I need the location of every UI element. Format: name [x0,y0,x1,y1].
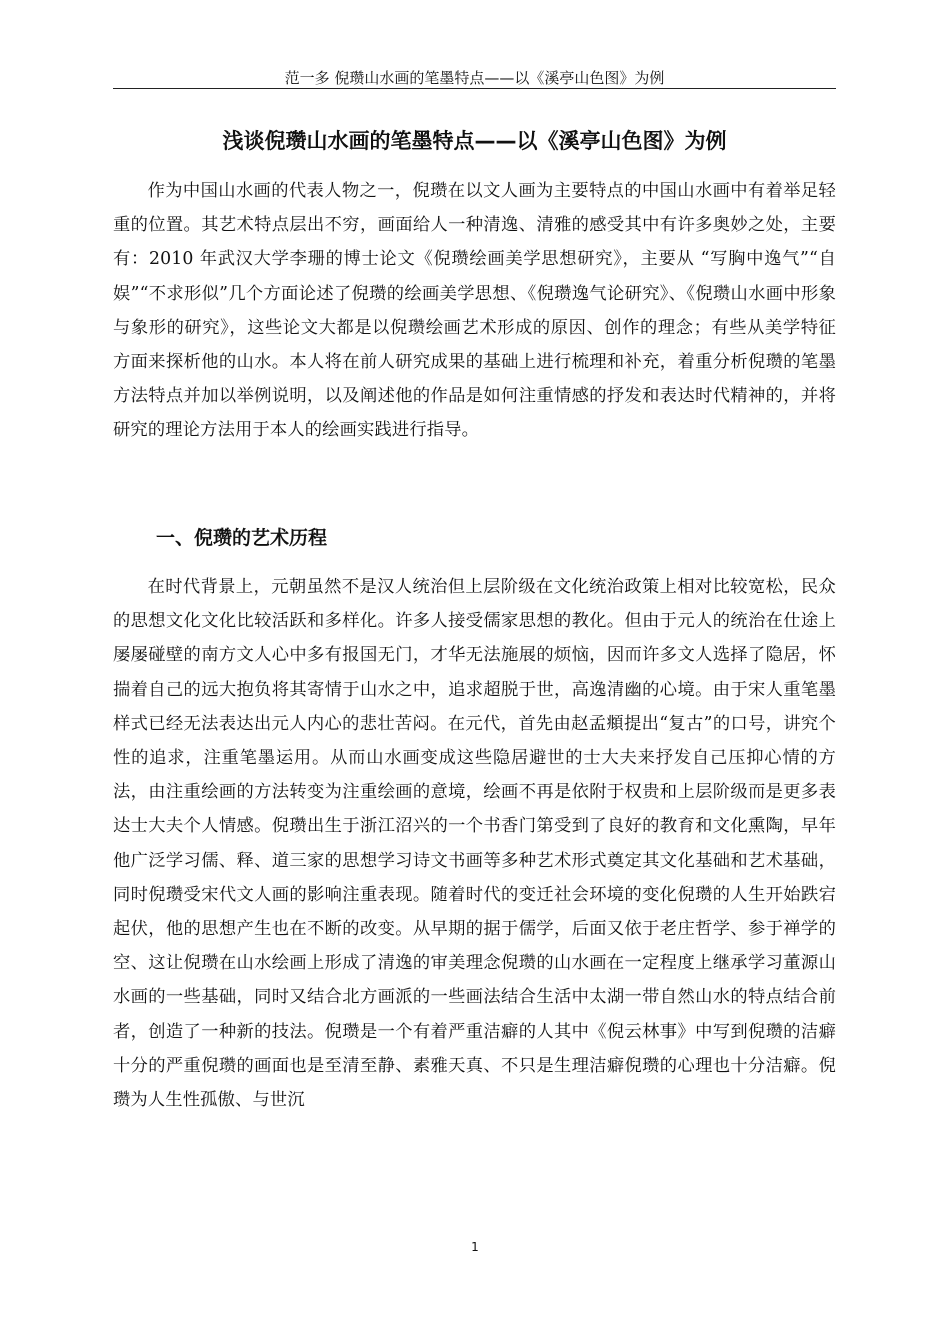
article-title: 浅谈倪瓒山水画的笔墨特点——以《溪亭山色图》为例 [222,129,727,153]
page-number: 1 [471,1240,479,1254]
intro-paragraph: 作为中国山水画的代表人物之一，倪瓒在以文人画为主要特点的中国山水画中有着举足轻重的位置。其艺术特点层出不穷，画面给人一种清逸、清雅的感受其中有许多奥妙之处，主要有：2010 年武汉大学李珊的博士论文《倪瓒绘画美学思想研究》，主要从 “写胸中逸气”“自娱”“不求形似”几个方面论述了倪瓒的绘画美学思想、《倪瓒逸气论研究》、《倪瓒山水画中形象与象形的研究》，这些论文大都是以倪瓒绘画艺术形成的原因、创作的理念；有些从美学特征方面来探析他的山水。本人将在前人研究成果的基础上进行梳理和补充，着重分析倪瓒的笔墨方法特点并加以举例说明，以及阐述他的作品是如何注重情感的抒发和表达时代精神的，并将研究的理论方法用于本人的绘画实践进行指导。 [113,181,836,441]
section-paragraph: 在时代背景上，元朝虽然不是汉人统治但上层阶级在文化统治政策上相对比较宽松，民众的思想文化文化比较活跃和多样化。许多人接受儒家思想的教化。但由于元人的统治在仕途上屡屡碰壁的南方文人心中多有报国无门，才华无法施展的烦恼，因而许多文人选择了隐居，怀揣着自己的远大抱负将其寄情于山水之中，追求超脱于世，高逸清幽的心境。由于宋人重笔墨样式已经无法表达出元人内心的悲壮苦闷。在元代，首先由赵孟頫提出“复古”的口号，讲究个性的追求，注重笔墨运用。从而山水画变成这些隐居避世的士大夫来抒发自己压抑心情的方法，由注重绘画的方法转变为注重绘画的意境，绘画不再是依附于权贵和上层阶级而是更多表达士大夫个人情感。倪瓒出生于浙江沼兴的一个书香门第受到了良好的教育和文化熏陶，早年他广泛学习儒、释、道三家的思想学习诗文书画等多种艺术形式奠定其文化基础和艺术基础，同时倪瓒受宋代文人画的影响注重表现。随着时代的变迁社会环境的变化倪瓒的人生开始跌宕起伏，他的思想产生也在不断的改变。从早期的据于儒学，后面又依于老庄哲学、参于禅学的空、这让倪瓒在山水绘画上形成了清逸的审美理念倪瓒的山水画在一定程度上继承学习董源山水画的一些基础，同时又结合北方画派的一些画法结合生活中太湖一带自然山水的特点结合前者，创造了一种新的技法。倪瓒是一个有着严重洁癖的人其中《倪云林事》中写到倪瓒的洁癖十分的严重倪瓒的画面也是至清至静、素雅天真、不只是生理洁癖倪瓒的心理也十分洁癖。倪瓒为人生性孤傲、与世沉 [113,577,836,1111]
header-divider [113,88,836,89]
section-heading: 一、倪瓒的艺术历程 [156,527,328,549]
running-header: 范一多 倪瓒山水画的笔墨特点——以《溪亭山色图》为例 [284,69,665,87]
